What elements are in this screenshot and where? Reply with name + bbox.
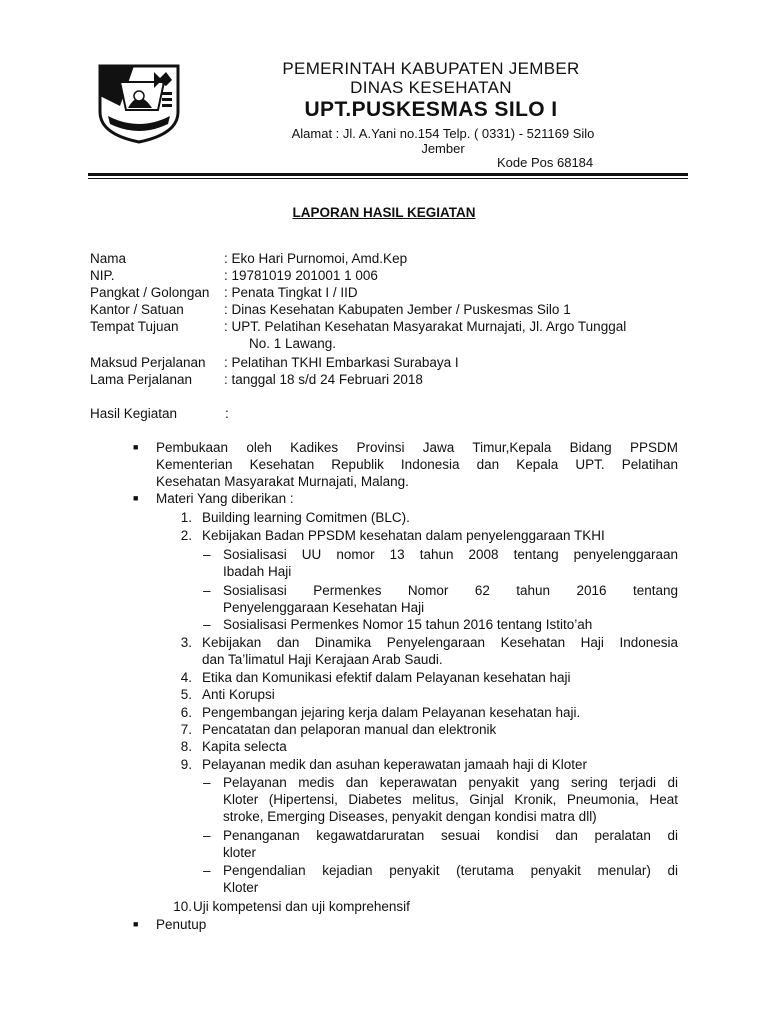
sub-item-2a-line-2: Ibadah Haji <box>223 564 292 579</box>
letterhead-address <box>263 126 623 156</box>
list-number: 1. <box>180 510 192 525</box>
address-line-2: Jember <box>421 141 465 156</box>
bullet-icon: ■ <box>133 442 139 452</box>
info-label: NIP. <box>90 268 115 283</box>
dash-marker: – <box>203 863 211 878</box>
list-number: 2. <box>180 528 192 543</box>
bullet-pembukaan-line-2: Kementerian Kesehatan Republik Indonesia dan Kepala UPT. Pelatihan <box>156 457 678 472</box>
materi-item-1: Building learning Comitmen (BLC). <box>202 510 410 525</box>
dash-marker: – <box>203 547 211 562</box>
hasil-kegiatan-colon: : <box>225 406 229 421</box>
bullet-icon: ■ <box>133 919 139 929</box>
bullet-icon: ■ <box>133 493 139 503</box>
bullet-pembukaan-line-3: Kesehatan Masyarakat Murnajati, Malang. <box>156 474 409 489</box>
dash-marker: – <box>203 828 211 843</box>
materi-item-3-line-2: dan Ta’limatul Haji Kerajaan Arab Saudi. <box>202 652 443 667</box>
letterhead-postal-code: Kode Pos 68184 <box>497 155 594 170</box>
letterhead-agency: DINAS KESEHATAN <box>350 78 512 97</box>
letterhead-divider-thin <box>88 178 688 179</box>
sub-item-2b-line-1: Sosialisasi Permenkes Nomor 62 tahun 2016 tentang <box>223 583 678 598</box>
list-number: 4. <box>180 670 192 685</box>
jember-emblem-logo <box>96 62 182 144</box>
materi-item-5: Anti Korupsi <box>202 687 275 702</box>
bullet-penutup: Penutup <box>156 917 207 932</box>
info-value: : Penata Tingkat I / IID <box>224 285 358 300</box>
info-value: : UPT. Pelatihan Kesehatan Masyarakat Murnajati, Jl. Argo Tunggal <box>224 319 627 334</box>
list-number: 10. <box>173 899 192 914</box>
materi-item-9: Pelayanan medik dan asuhan keperawatan jamaah haji di Kloter <box>202 757 588 772</box>
info-label: Lama Perjalanan <box>90 372 193 387</box>
list-number: 8. <box>180 739 192 754</box>
info-value: : Eko Hari Purnomoi, Amd.Kep <box>224 251 408 266</box>
materi-item-4: Etika dan Komunikasi efektif dalam Pelayanan kesehatan haji <box>202 670 571 685</box>
sub-item-9c-line-1: Pengendalian kejadian penyakit (terutama penyakit menular) di <box>223 863 678 878</box>
list-number: 5. <box>180 687 192 702</box>
bullet-materi: Materi Yang diberikan : <box>156 491 294 506</box>
info-value: : 19781019 201001 1 006 <box>224 268 378 283</box>
info-label: Pangkat / Golongan <box>90 285 210 300</box>
dash-marker: – <box>203 583 211 598</box>
materi-item-8: Kapita selecta <box>202 739 287 754</box>
sub-item-9a-line-3: stroke, Emerging Diseases, penyakit dengan kondisi matra dll) <box>223 809 597 824</box>
dash-marker: – <box>203 617 211 632</box>
letterhead-institution: UPT.PUSKESMAS SILO I <box>304 98 558 121</box>
sub-item-2c: Sosialisasi Permenkes Nomor 15 tahun 2016 tentang Istito’ah <box>223 617 593 632</box>
sub-item-9b-line-2: kloter <box>223 845 257 860</box>
bullet-pembukaan-line-1: Pembukaan oleh Kadikes Provinsi Jawa Timur,Kepala Bidang PPSDM <box>156 440 678 455</box>
list-number: 3. <box>180 635 192 650</box>
letterhead-government: PEMERINTAH KABUPATEN JEMBER <box>282 59 580 78</box>
letterhead-divider-thick <box>88 173 688 176</box>
sub-item-9b-line-1: Penanganan kegawatdaruratan sesuai kondisi dan peralatan di <box>223 828 678 843</box>
sub-item-9a-line-2: Kloter (Hipertensi, Diabetes melitus, Ginjal Kronik, Pneumonia, Heat <box>223 792 678 807</box>
materi-item-7: Pencatatan dan pelaporan manual dan elektronik <box>202 722 497 737</box>
materi-item-3-line-1: Kebijakan dan Dinamika Penyelengaraan Kesehatan Haji Indonesia <box>202 635 678 650</box>
info-label: Maksud Perjalanan <box>90 355 206 370</box>
sub-item-2b-line-2: Penyelenggaraan Kesehatan Haji <box>223 600 425 615</box>
list-number: 9. <box>180 757 192 772</box>
address-line-1: Alamat : Jl. A.Yani no.154 Telp. ( 0331) - 521169 Silo <box>291 126 595 141</box>
info-value-continuation: No. 1 Lawang. <box>249 336 337 351</box>
dash-marker: – <box>203 775 211 790</box>
hasil-kegiatan-label: Hasil Kegiatan <box>90 406 178 421</box>
document-title: LAPORAN HASIL KEGIATAN <box>292 205 476 220</box>
materi-item-6: Pengembangan jejaring kerja dalam Pelayanan kesehatan haji. <box>202 705 581 720</box>
info-value: : Pelatihan TKHI Embarkasi Surabaya I <box>224 355 459 370</box>
info-label: Kantor / Satuan <box>90 302 184 317</box>
info-label: Nama <box>90 251 127 266</box>
materi-item-2: Kebijakan Badan PPSDM kesehatan dalam penyelenggaraan TKHI <box>202 528 605 543</box>
list-number: 6. <box>180 705 192 720</box>
sub-item-9a-line-1: Pelayanan medis dan keperawatan penyakit yang sering terjadi di <box>223 775 678 790</box>
materi-item-10: Uji kompetensi dan uji komprehensif <box>193 899 410 914</box>
sub-item-2a-line-1: Sosialisasi UU nomor 13 tahun 2008 tentang penyelenggaraan <box>223 547 678 562</box>
info-value: : tanggal 18 s/d 24 Februari 2018 <box>224 372 423 387</box>
list-number: 7. <box>180 722 192 737</box>
info-value: : Dinas Kesehatan Kabupaten Jember / Puskesmas Silo 1 <box>224 302 571 317</box>
info-label: Tempat Tujuan <box>90 319 179 334</box>
sub-item-9c-line-2: Kloter <box>223 880 259 895</box>
